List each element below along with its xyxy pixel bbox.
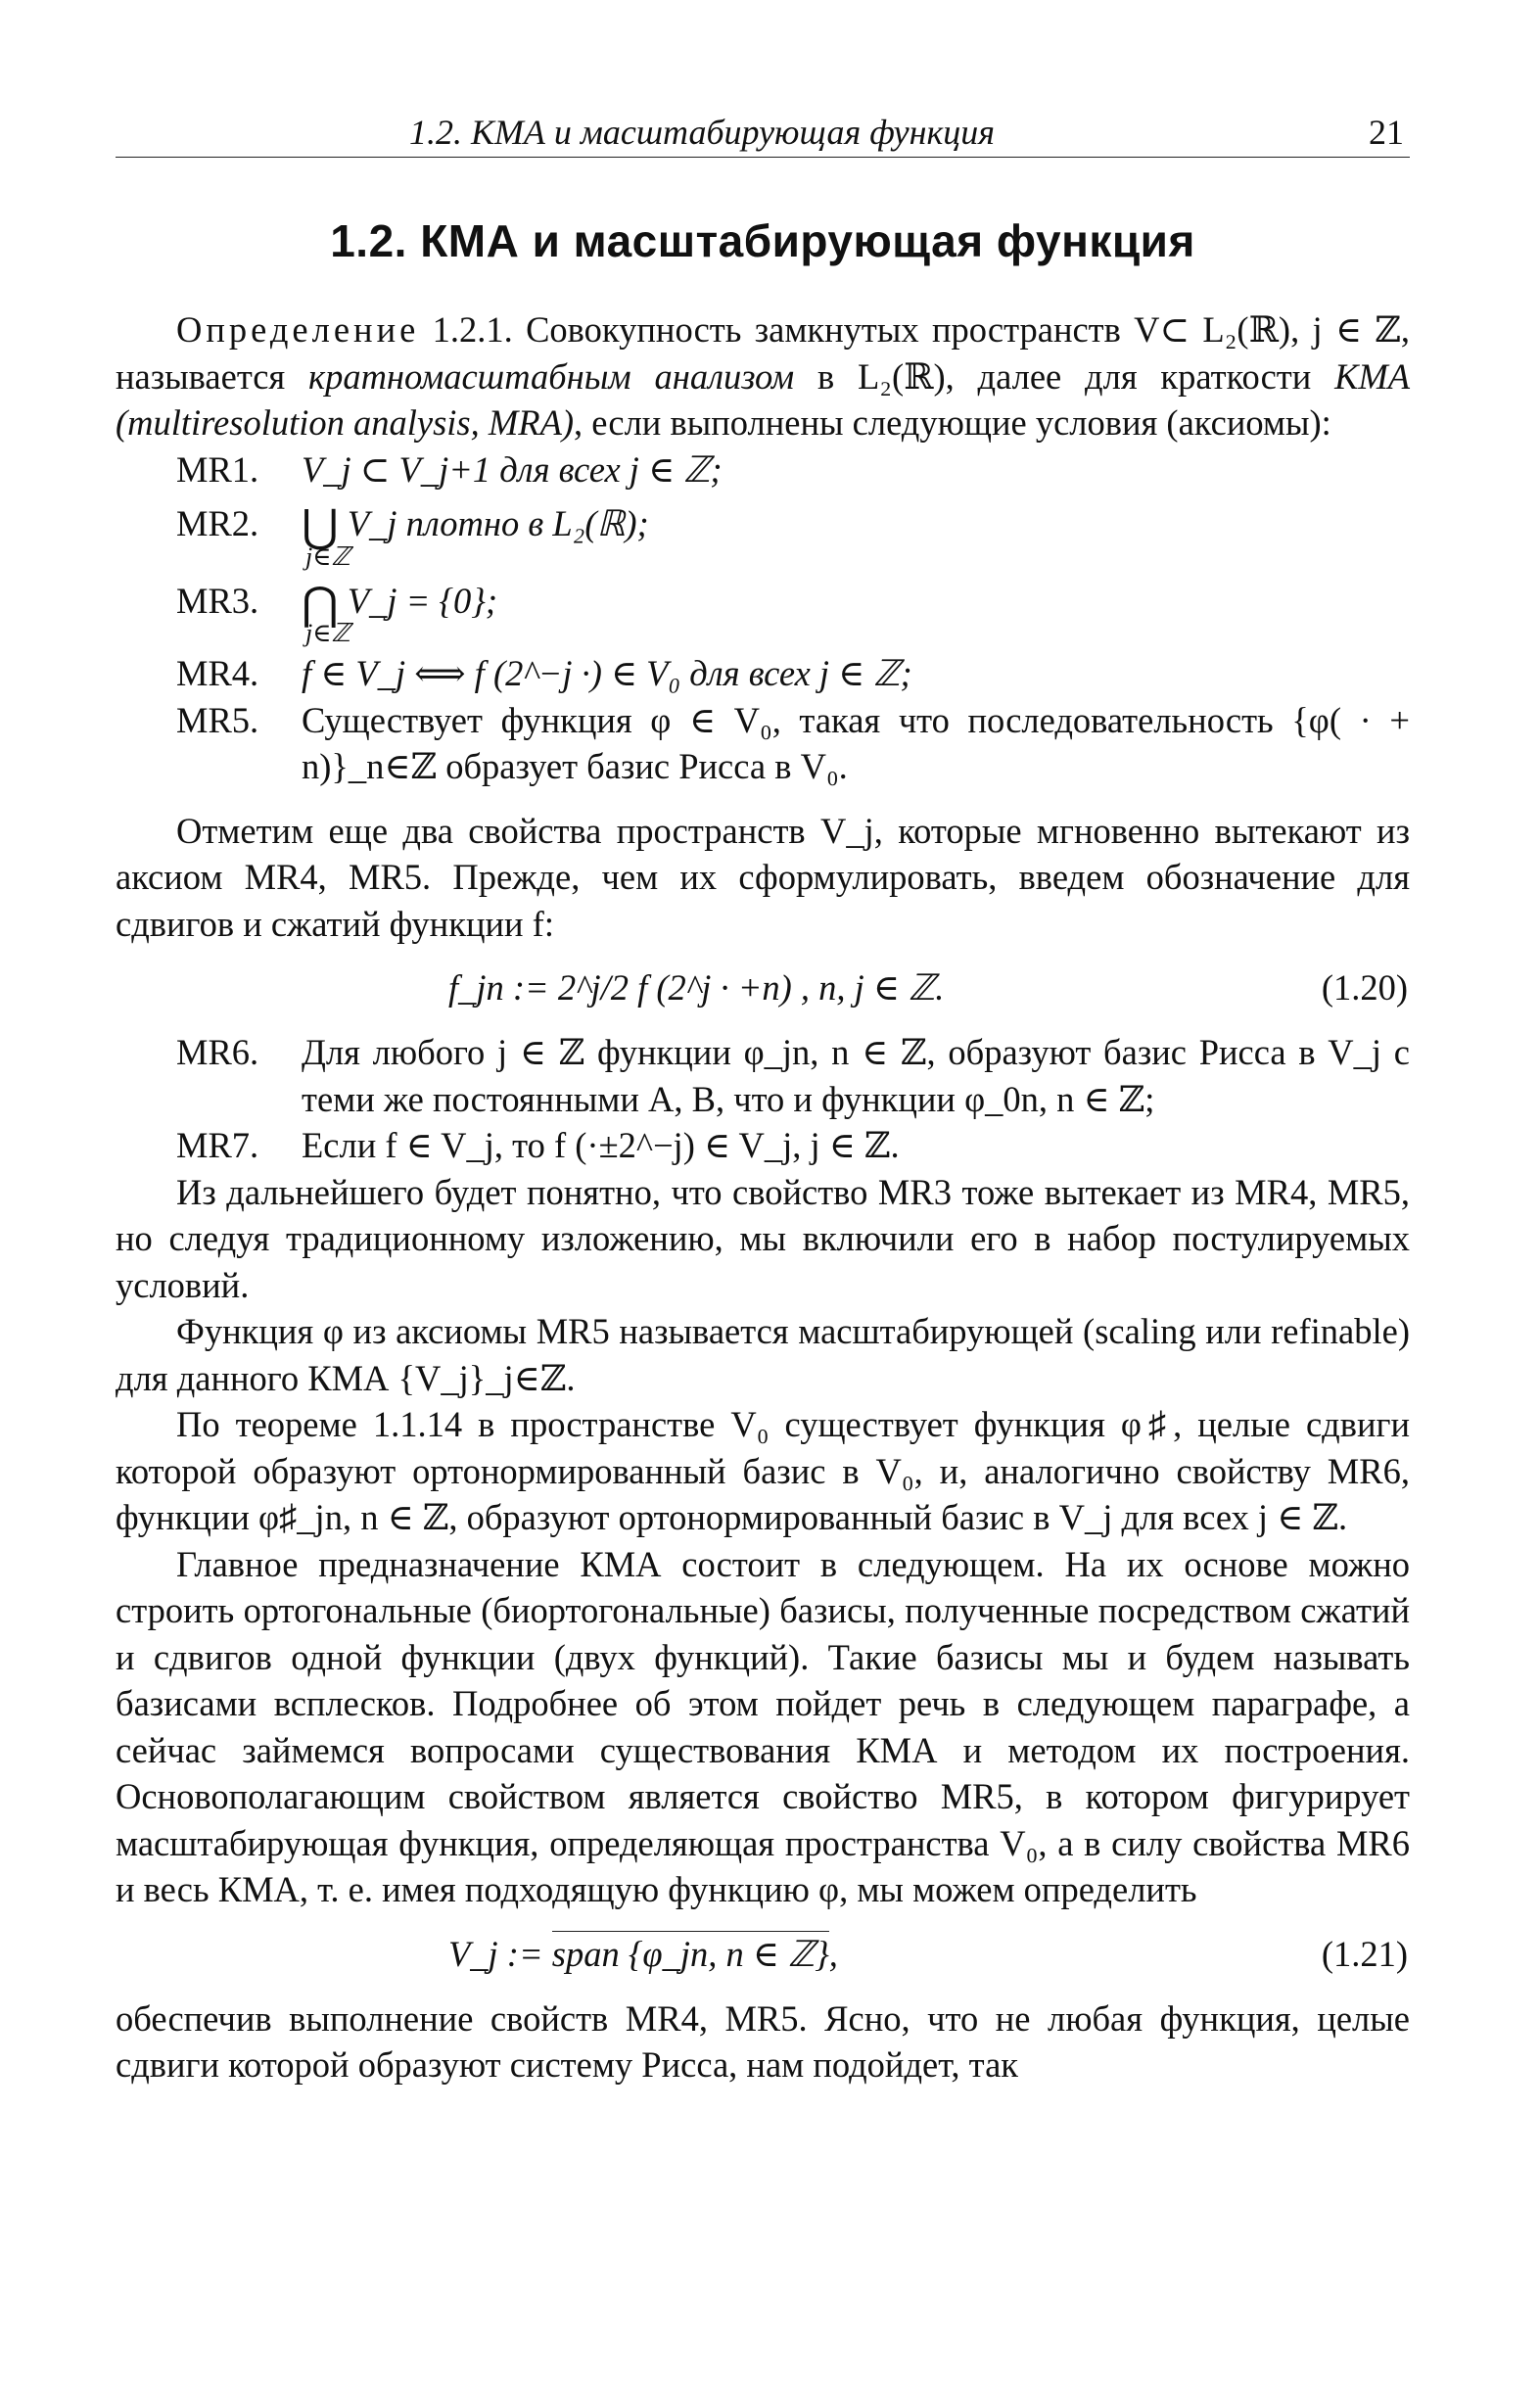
paragraph-6: обеспечив выполнение свойств MR4, MR5. Ясно, что не любая функция, целые сдвиги которой образуют систему Рисса, нам подойдет, так bbox=[116, 1997, 1410, 2085]
union-operator-icon: ⋃ bbox=[302, 501, 339, 551]
paragraph-2: Из дальнейшего будет понятно, что свойство MR3 тоже вытекает из MR4, MR5, но следуя традиционному изложению, мы включили его в набор постулируемых условий. bbox=[116, 1171, 1410, 1305]
running-title: 1.2. КМА и масштабирующая функция bbox=[409, 113, 996, 152]
definition-text-1: Совокупность замкнутых пространств V bbox=[526, 309, 1160, 350]
axiom-mr7 bbox=[116, 1122, 1410, 1169]
axiom-text: Если f ∈ V_j, то f (·±2^−j) ∈ V_j, j ∈ ℤ. bbox=[302, 1125, 900, 1165]
axiom-label: MR4. bbox=[176, 653, 259, 693]
definition-lead: Определение bbox=[176, 309, 420, 350]
formula-1-20 bbox=[116, 955, 1410, 1021]
definition-paragraph bbox=[116, 306, 1410, 446]
formula-lhs: V_j := bbox=[448, 1933, 552, 1974]
paragraph-1: Отметим еще два свойства пространств V_j, которые мгновенно вытекают из аксиом MR4, MR5. Прежде, чем их сформулировать, введем обозначение для сдвигов и сжатий функции f: bbox=[116, 810, 1410, 944]
definition-term: кратномасштабным анализом bbox=[308, 355, 795, 397]
axiom-text: V_j ⊂ V_j+1 для всех j ∈ ℤ; bbox=[302, 448, 723, 490]
axiom-label: MR6. bbox=[176, 1032, 259, 1072]
axiom-label: MR5. bbox=[176, 699, 259, 740]
axiom-label: MR1. bbox=[176, 448, 259, 490]
formula-expression bbox=[448, 1921, 838, 1988]
axiom-mr4 bbox=[116, 650, 1410, 697]
axiom-text: V_j = {0}; bbox=[347, 580, 498, 621]
intersection-operator-icon: ⋂ bbox=[302, 578, 339, 629]
formula-tail: , bbox=[828, 1933, 838, 1974]
axiom-text: Существует функция φ ∈ V₀, такая что последовательность {φ( · + n)}_n∈ℤ образует базис Рисса в V₀. bbox=[302, 699, 1410, 786]
definition-text-4: , если выполнены следующие условия (аксиомы): bbox=[574, 402, 1331, 443]
axiom-text: V_j плотно в L₂(ℝ); bbox=[347, 503, 649, 543]
running-head bbox=[116, 108, 1410, 158]
axiom-subscript: j∈ℤ bbox=[305, 619, 350, 647]
page-number: 21 bbox=[1369, 113, 1404, 152]
paragraph-5: Главное предназначение КМА состоит в следующем. На их основе можно строить ортогональные (биортогональные) базисы, полученные посредством сжатий и сдвигов одной функции (двух функций). Такие базисы мы и будем называть базисами всплесков. Подробнее об этом пойдет речь в следующем параграфе, а сейчас займемся вопросами существования КМА и методом их построения. Основополагающим свойством является свойство MR5, в котором фигурирует масштабирующая функция, определяющая пространства V₀, а в силу свойства MR6 и весь КМА, т. е. имея подходящую функцию φ, мы можем определить bbox=[116, 1543, 1410, 1909]
section-title: 1.2. КМА и масштабирующая функция bbox=[330, 215, 1195, 266]
formula-1-21 bbox=[116, 1921, 1410, 1988]
definition-text-2: ⊂ L₂(ℝ), j ∈ ℤ, называется bbox=[116, 309, 1411, 397]
axiom-text: Для любого j ∈ ℤ функции φ_jn, n ∈ ℤ, образуют базис Рисса в V_j с теми же постоянными A, B, что и функции φ_0n, n ∈ ℤ; bbox=[302, 1032, 1410, 1119]
formula-number: (1.20) bbox=[1321, 967, 1408, 1008]
axiom-mr6 bbox=[116, 1029, 1410, 1122]
paragraph-3: Функция φ из аксиомы MR5 называется масштабирующей (scaling или refinable) для данного КМА {V_j}_j∈ℤ. bbox=[116, 1311, 1410, 1398]
axiom-label: MR3. bbox=[176, 580, 259, 621]
formula-number: (1.21) bbox=[1321, 1933, 1408, 1974]
axiom-subscript: j∈ℤ bbox=[305, 541, 350, 571]
definition-abbr: КМА (multiresolution analysis, MRA) bbox=[116, 355, 1411, 443]
axiom-mr1 bbox=[116, 446, 1410, 493]
formula-expression: f_jn := 2^j/2 f (2^j · +n) , n, j ∈ ℤ. bbox=[448, 967, 945, 1008]
definition-text-3: в L₂(ℝ), далее для краткости bbox=[817, 355, 1312, 397]
formula-closure: span {φ_jn, n ∈ ℤ} bbox=[552, 1931, 829, 1974]
axiom-label: MR7. bbox=[176, 1125, 259, 1165]
axiom-label: MR2. bbox=[176, 503, 259, 543]
definition-number: 1.2.1. bbox=[432, 309, 513, 350]
axiom-text: f ∈ V_j ⟺ f (2^−j ·) ∈ V₀ для всех j ∈ ℤ; bbox=[302, 653, 912, 693]
paragraph-4: По теореме 1.1.14 в пространстве V₀ существует функция φ♯, целые сдвиги которой образуют ортонормированный базис в V₀, и, аналогично свойству MR6, функции φ♯_jn, n ∈ ℤ, образуют ортонормированный базис в V_j для всех j ∈ ℤ. bbox=[116, 1404, 1410, 1537]
axiom-mr5 bbox=[116, 697, 1410, 790]
page bbox=[116, 108, 1410, 2088]
